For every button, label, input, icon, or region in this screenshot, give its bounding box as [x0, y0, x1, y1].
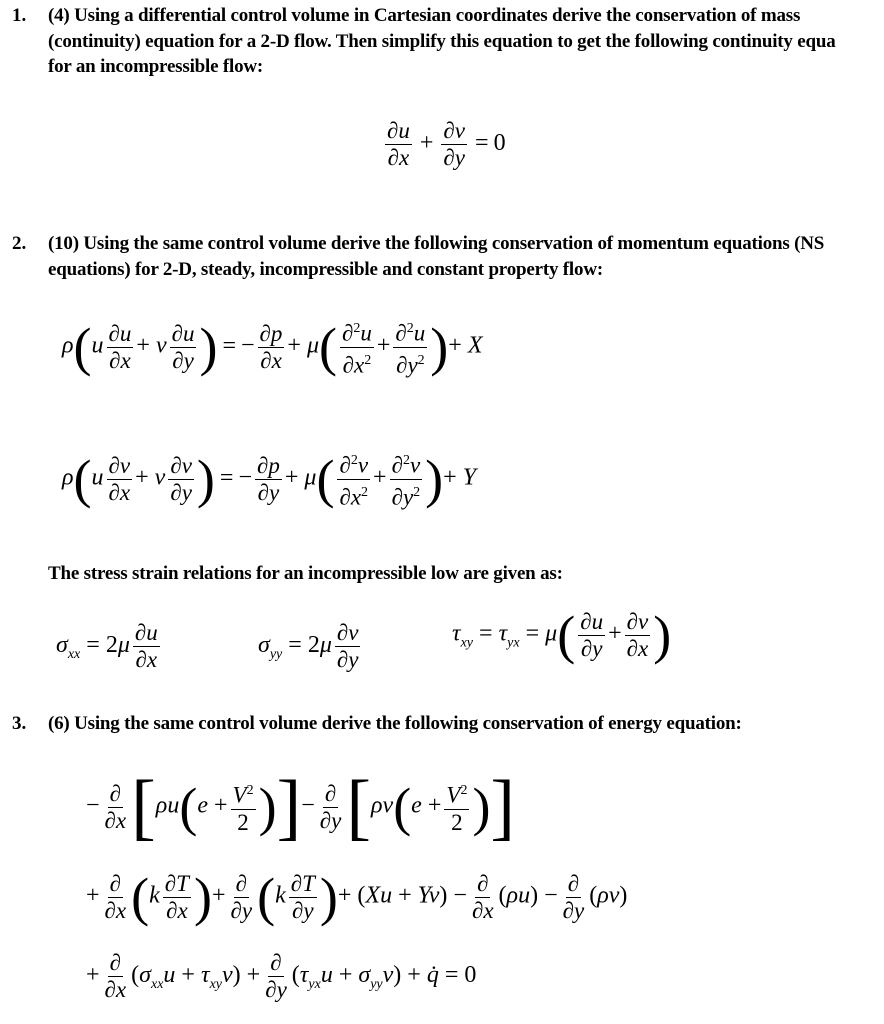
sigma-xx-relation: $\sigma_{xx} = 2\mu$ $\frac{\partial u}{\partial x}$ — [56, 620, 158, 672]
problem-1-text-line-2: (continuity) equation for a 2-D flow. Then simplify this equation to get the following continuity equa — [48, 31, 836, 52]
problem-2-text-line-1: (10) Using the same control volume derive the following conservation of momentum equations (NS — [48, 233, 825, 254]
y-momentum-equation: ρ(u $\frac{\partial v}{\partial x}$ + v $\frac{\partial v}{\partial y}$ ) = − $\frac{\partial p}{\partial y}$ + μ( $\frac{\partial^2v}{\partial x^2}$ + $\frac{\partial^2v}{\partial y^2}$ )+ Y — [62, 449, 477, 510]
problem-2-number: 2. — [12, 233, 27, 254]
x-momentum-equation: ρ(u $\frac{\partial u}{\partial x}$ + v $\frac{\partial u}{\partial y}$ ) = − $\frac{\partial p}{\partial x}$ + μ( $\frac{\partial^2u}{\partial x^2}$ + $\frac{\partial^2u}{\partial y^2}$ )+ X — [62, 317, 483, 378]
energy-equation-line-1: − $\frac{\partial}{\partial x}$ [ρu(e + $\frac{V^2}{2}$ )]− $\frac{\partial}{\partial y}$ [ρv(e + $\frac{V^2}{2}$ )] — [86, 766, 516, 848]
problem-1-text-line-1: (4) Using a differential control volume in Cartesian coordinates derive the conservation of mass — [48, 5, 801, 26]
continuity-equation: $\frac{\partial u}{\partial x}$ + $\frac{\partial v}{\partial y}$ = 0 — [387, 118, 506, 170]
tau-xy-relation: $\tau_{xy} = \tau_{yx} = \mu$( $\frac{\partial u}{\partial y}$ + $\frac{\partial v}{\partial x}$ ) — [452, 605, 672, 665]
problem-3-number: 3. — [12, 713, 27, 734]
problem-1-number: 1. — [12, 5, 27, 26]
problem-3-text-line-1: (6) Using the same control volume derive the following conservation of energy equation: — [48, 713, 742, 734]
sigma-yy-relation: $\sigma_{yy} = 2\mu$ $\frac{\partial v}{\partial y}$ — [258, 620, 359, 672]
problem-2-text-line-2: equations) for 2-D, steady, incompressible and constant property flow: — [48, 259, 603, 280]
problem-1-text-line-3: for an incompressible flow: — [48, 56, 264, 77]
energy-equation-line-2: + $\frac{\partial}{\partial x}$ (k $\frac{\partial T}{\partial x}$ )+ $\frac{\partial}{\partial y}$ (k $\frac{\partial T}{\partial y}$ )+ (Xu + Yv) − $\frac{\partial}{\partial x}$ (ρu) − $\frac{\partial}{\partial y}$ (ρv) — [86, 867, 628, 927]
energy-equation-line-3: + $\frac{\partial}{\partial x}$ $(\sigma_{xx}u + \tau_{xy}v)$ + $\frac{\partial}{\partial y}$ $(\tau_{yx}u + \sigma_{yy}v)$ + q̇ = 0 — [86, 950, 477, 1002]
stress-strain-intro: The stress strain relations for an incompressible low are given as: — [48, 563, 563, 584]
